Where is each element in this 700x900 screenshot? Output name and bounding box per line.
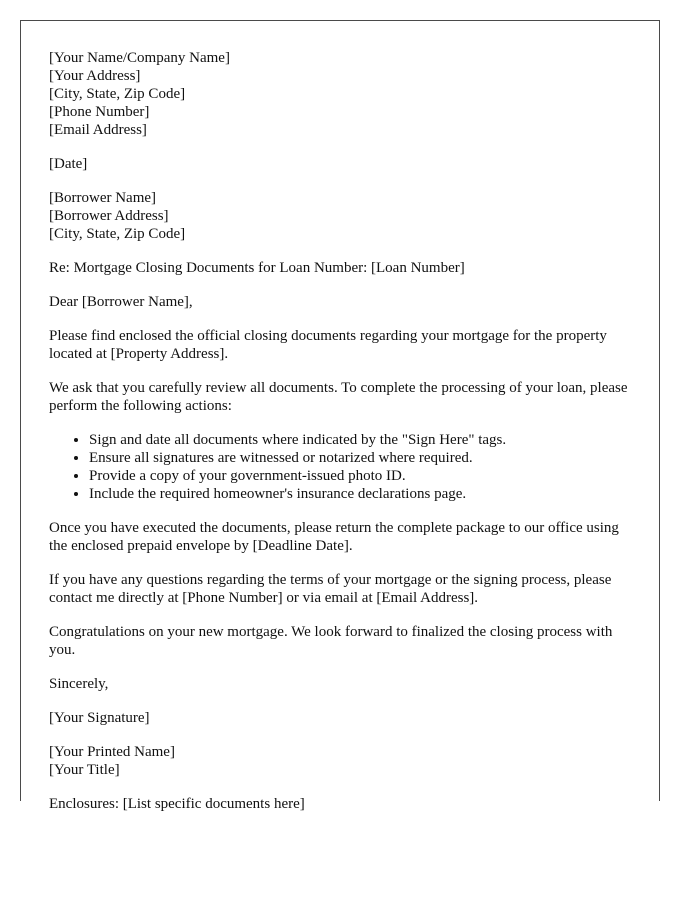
enclosures: Enclosures: [List specific documents here] — [49, 796, 305, 812]
sender-block — [49, 49, 629, 139]
paragraph-questions: If you have any questions regarding the terms of your mortgage or the signing process, please contact me directly at [Phone Number] or via email at [Email Address]. — [49, 572, 612, 606]
signature: [Your Signature] — [49, 710, 150, 726]
paragraph-congratulations: Congratulations on your new mortgage. We look forward to finalized the closing process with you. — [49, 624, 613, 658]
action-item-photo-id: • Provide a copy of your government-issued photo ID. — [89, 467, 629, 485]
letter-page — [20, 20, 660, 812]
recipient-name: [Borrower Name] — [49, 190, 157, 206]
sender-email: [Email Address] — [49, 122, 147, 138]
action-item-sign: • Sign and date all documents where indicated by the "Sign Here" tags. — [89, 431, 629, 449]
paragraph-review: We ask that you carefully review all documents. To complete the processing of your loan, please perform the following actions: — [49, 380, 628, 414]
signer-title: [Your Title] — [49, 762, 120, 778]
sender-phone: [Phone Number] — [49, 104, 150, 120]
recipient-block — [49, 189, 629, 243]
printed-name: [Your Printed Name] — [49, 744, 175, 760]
closing: Sincerely, — [49, 676, 109, 692]
paragraph-enclosed: Please find enclosed the official closing documents regarding your mortgage for the property located at [Property Address]. — [49, 328, 607, 362]
letter-content — [49, 49, 629, 829]
recipient-address: [Borrower Address] — [49, 208, 169, 224]
salutation: Dear [Borrower Name], — [49, 294, 193, 310]
action-item-insurance: • Include the required homeowner's insurance declarations page. — [89, 485, 629, 503]
paragraph-return: Once you have executed the documents, please return the complete package to our office using the enclosed prepaid envelope by [Deadline Date]. — [49, 520, 619, 554]
recipient-city: [City, State, Zip Code] — [49, 226, 186, 242]
action-list — [49, 431, 629, 503]
sender-city: [City, State, Zip Code] — [49, 86, 186, 102]
action-item-witness: • Ensure all signatures are witnessed or notarized where required. — [89, 449, 629, 467]
letter-date: [Date] — [49, 156, 88, 172]
sender-name: [Your Name/Company Name] — [49, 50, 230, 66]
signer-block — [49, 743, 629, 779]
subject-line: Re: Mortgage Closing Documents for Loan Number: [Loan Number] — [49, 260, 465, 276]
sender-address: [Your Address] — [49, 68, 141, 84]
